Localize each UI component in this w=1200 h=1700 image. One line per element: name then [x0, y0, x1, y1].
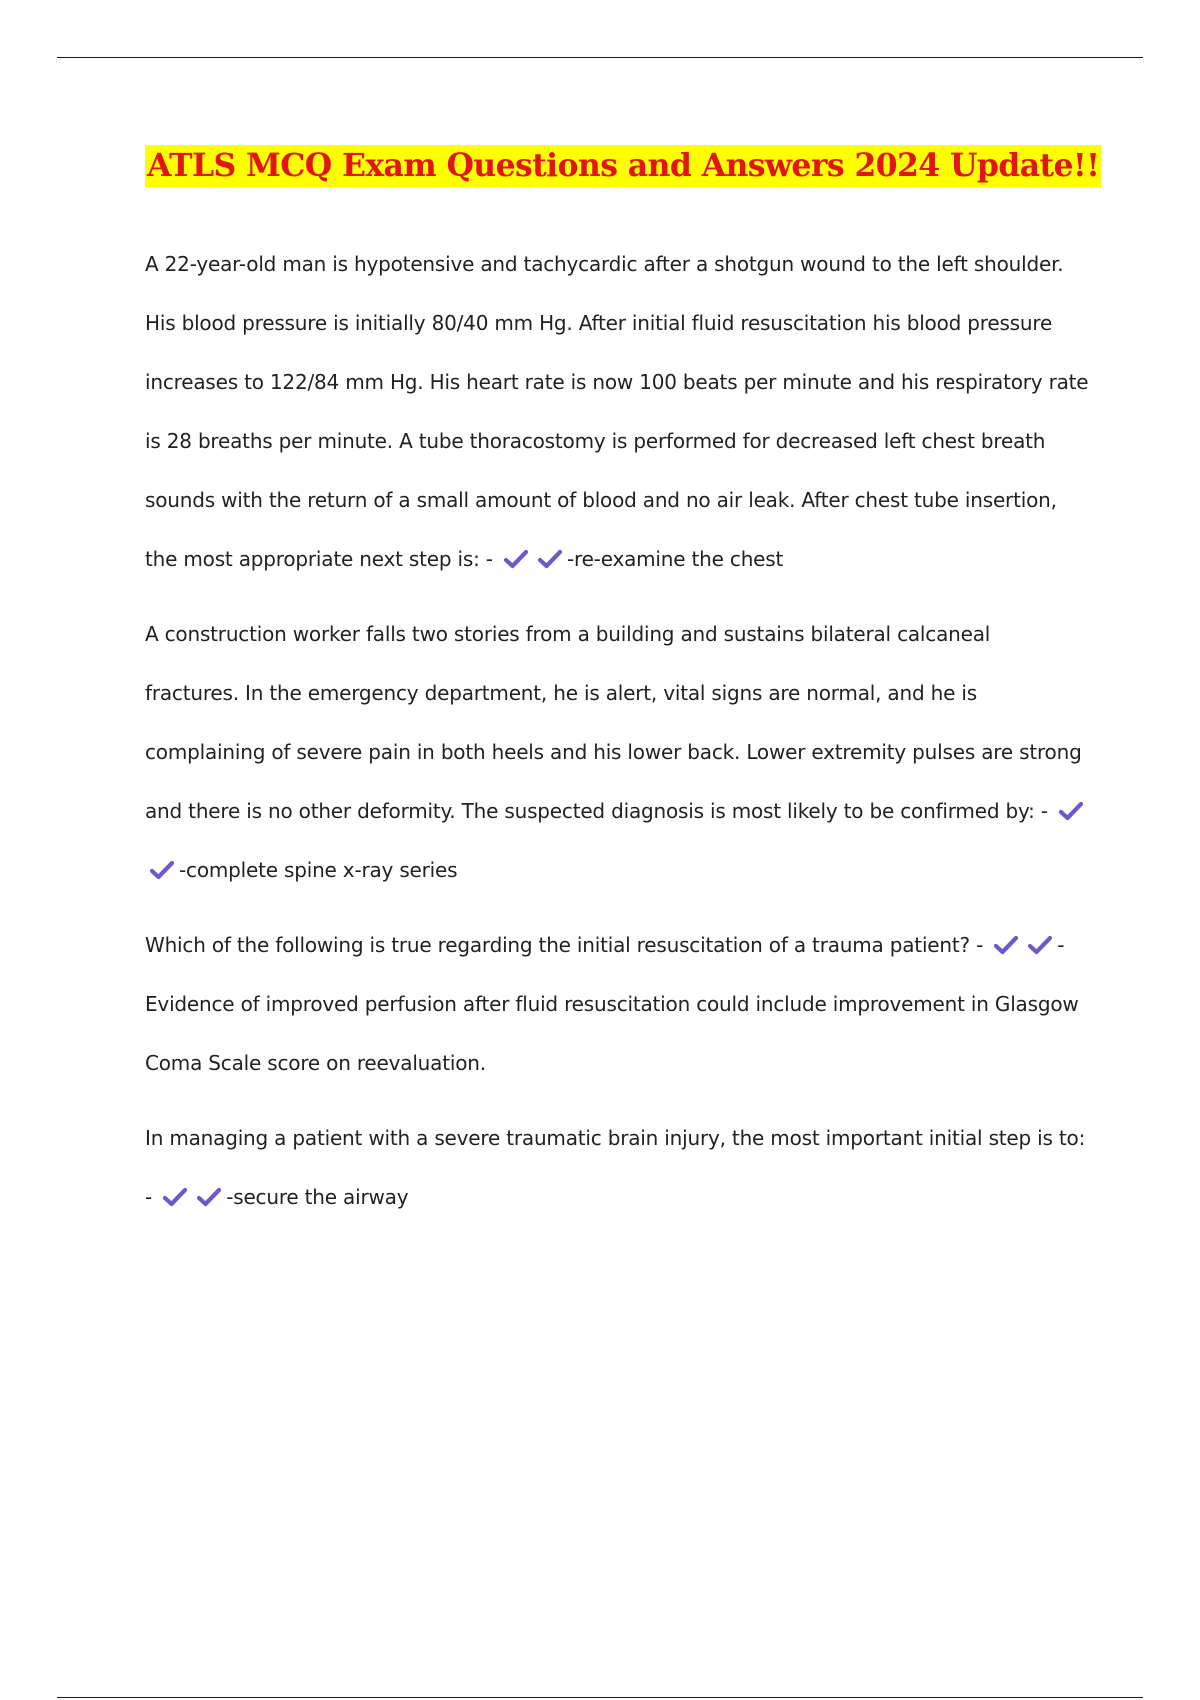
footer-rule — [57, 1697, 1143, 1698]
qa-item-2 — [145, 605, 1090, 900]
document-body — [145, 145, 1100, 1243]
check-icon — [148, 859, 176, 881]
qa-item-1 — [145, 235, 1090, 589]
check-icon — [992, 934, 1020, 956]
check-icon — [1057, 800, 1085, 822]
document-title: ATLS MCQ Exam Questions and Answers 2024 Update!! — [145, 145, 1101, 187]
check-icon — [536, 548, 564, 570]
check-icon — [161, 1186, 189, 1208]
question-text: In managing a patient with a severe traumatic brain injury, the most important initial step is to: - — [145, 1126, 1086, 1209]
qa-item-3 — [145, 916, 1090, 1093]
answer-text: -complete spine x-ray series — [179, 858, 458, 882]
answer-text: -secure the airway — [226, 1185, 409, 1209]
question-text: A 22-year-old man is hypotensive and tachycardic after a shotgun wound to the left shoulder. His blood pressure is initially 80/40 mm Hg. After initial fluid resuscitation his blood pressure increases to 122/84 mm Hg. His heart rate is now 100 beats per minute and his respiratory rate is 28 breaths per minute. A tube thoracostomy is performed for decreased left chest breath sounds with the return of a small amount of blood and no air leak. After chest tube insertion, the most appropriate next step is: - — [145, 252, 1089, 571]
qa-list — [145, 235, 1090, 1227]
check-icon — [502, 548, 530, 570]
check-icon — [195, 1186, 223, 1208]
question-text: Which of the following is true regarding the initial resuscitation of a trauma patient? - — [145, 933, 984, 957]
answer-text: -re-examine the chest — [566, 547, 784, 571]
header-rule — [57, 57, 1143, 58]
check-icon — [1026, 934, 1054, 956]
question-text: A construction worker falls two stories from a building and sustains bilateral calcaneal fractures. In the emergency department, he is alert, vital signs are normal, and he is complaining of severe pain in both heels and his lower back. Lower extremity pulses are strong and there is no other deformity. The suspected diagnosis is most likely to be confirmed by: - — [145, 622, 1082, 823]
qa-item-4 — [145, 1109, 1090, 1227]
answer-text: -Evidence of improved perfusion after fluid resuscitation could include improvement in Glasgow Coma Scale score on reevaluation. — [145, 933, 1079, 1075]
